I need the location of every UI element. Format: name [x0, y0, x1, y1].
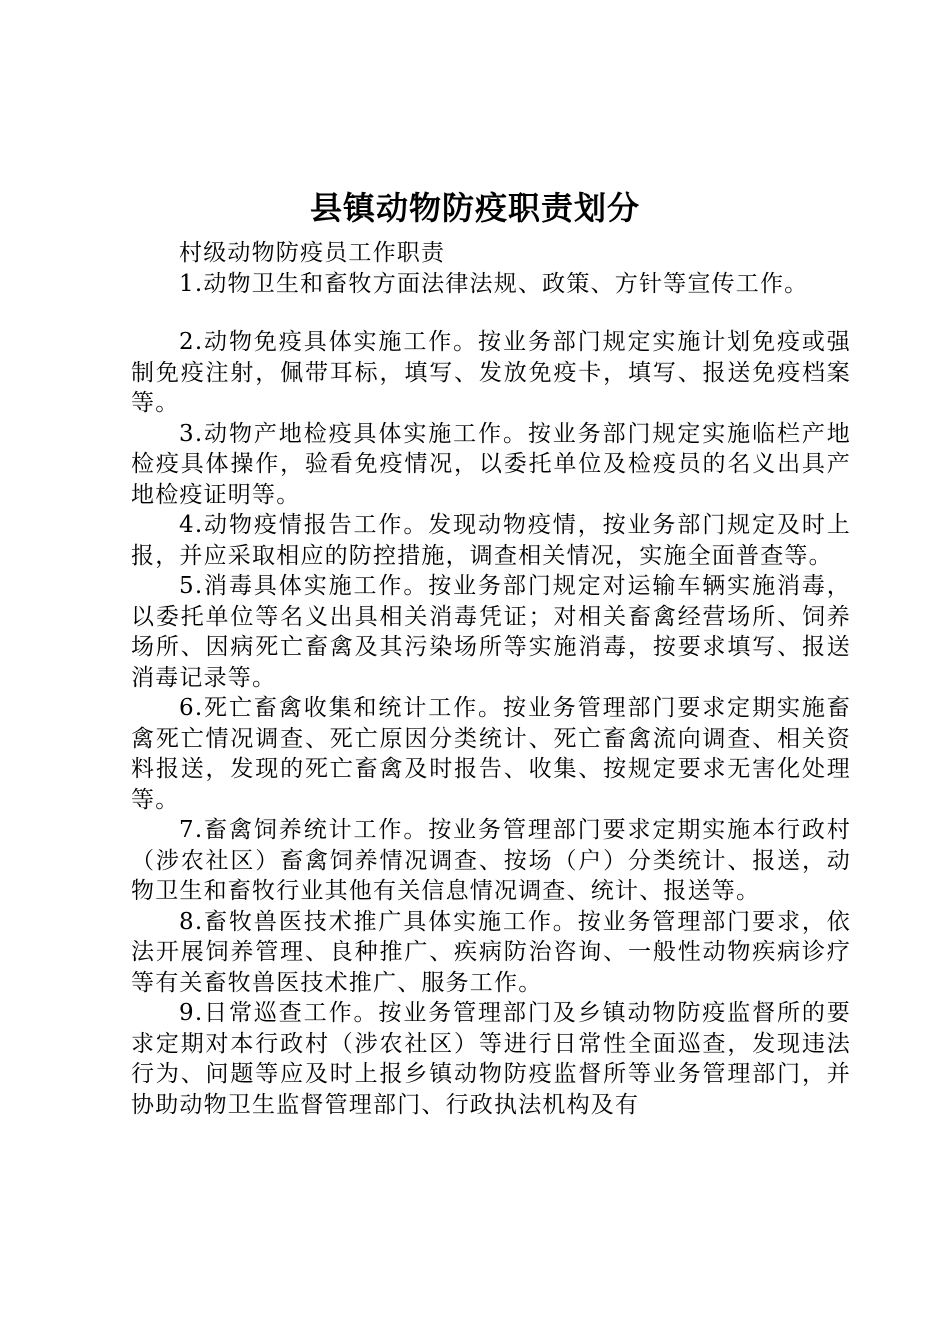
paragraph-gap — [131, 299, 851, 327]
duty-item-6: 6.死亡畜禽收集和统计工作。按业务管理部门要求定期实施畜禽死亡情况调查、死亡原因分类统计、死亡畜禽流向调查、相关资料报送，发现的死亡畜禽及时报告、收集、按规定要求无害化处理等。 — [131, 695, 851, 813]
duty-item-4: 4.动物疫情报告工作。发现动物疫情，按业务部门规定及时上报，并应采取相应的防控措施，调查相关情况，实施全面普查等。 — [131, 512, 851, 569]
duty-item-3: 3.动物产地检疫具体实施工作。按业务部门规定实施临栏产地检疫具体操作，验看免疫情况，以委托单位及检疫员的名义出具产地检疫证明等。 — [131, 420, 851, 508]
document-title: 县镇动物防疫职责划分 — [309, 189, 640, 227]
duty-item-2: 2.动物免疫具体实施工作。按业务部门规定实施计划免疫或强制免疫注射，佩带耳标，填写、发放免疫卡，填写、报送免疫档案等。 — [131, 329, 851, 416]
document-body — [131, 238, 851, 1120]
duty-item-9: 9.日常巡查工作。按业务管理部门及乡镇动物防疫监督所的要求定期对本行政村（涉农社区）等进行日常性全面巡查，发现违法行为、问题等应及时上报乡镇动物防疫监督所等业务管理部门，并协助动物卫生监督管理部门、行政执法机构及有 — [131, 1000, 851, 1118]
duty-item-5: 5.消毒具体实施工作。按业务部门规定对运输车辆实施消毒，以委托单位等名义出具相关消毒凭证；对相关畜禽经营场所、饲养场所、因病死亡畜禽及其污染场所等实施消毒，按要求填写、报送消毒记录等。 — [131, 573, 851, 691]
duty-item-8: 8.畜牧兽医技术推广具体实施工作。按业务管理部门要求，依法开展饲养管理、良种推广、疾病防治咨询、一般性动物疾病诊疗等有关畜牧兽医技术推广、服务工作。 — [131, 908, 851, 996]
section-heading: 村级动物防疫员工作职责 — [179, 240, 446, 266]
duty-item-7: 7.畜禽饲养统计工作。按业务管理部门要求定期实施本行政村（涉农社区）畜禽饲养情况调查、按场（户）分类统计、报送，动物卫生和畜牧行业其他有关信息情况调查、统计、报送等。 — [131, 817, 851, 904]
duty-item-1: 1.动物卫生和畜牧方面法律法规、政策、方针等宣传工作。 — [179, 270, 809, 297]
